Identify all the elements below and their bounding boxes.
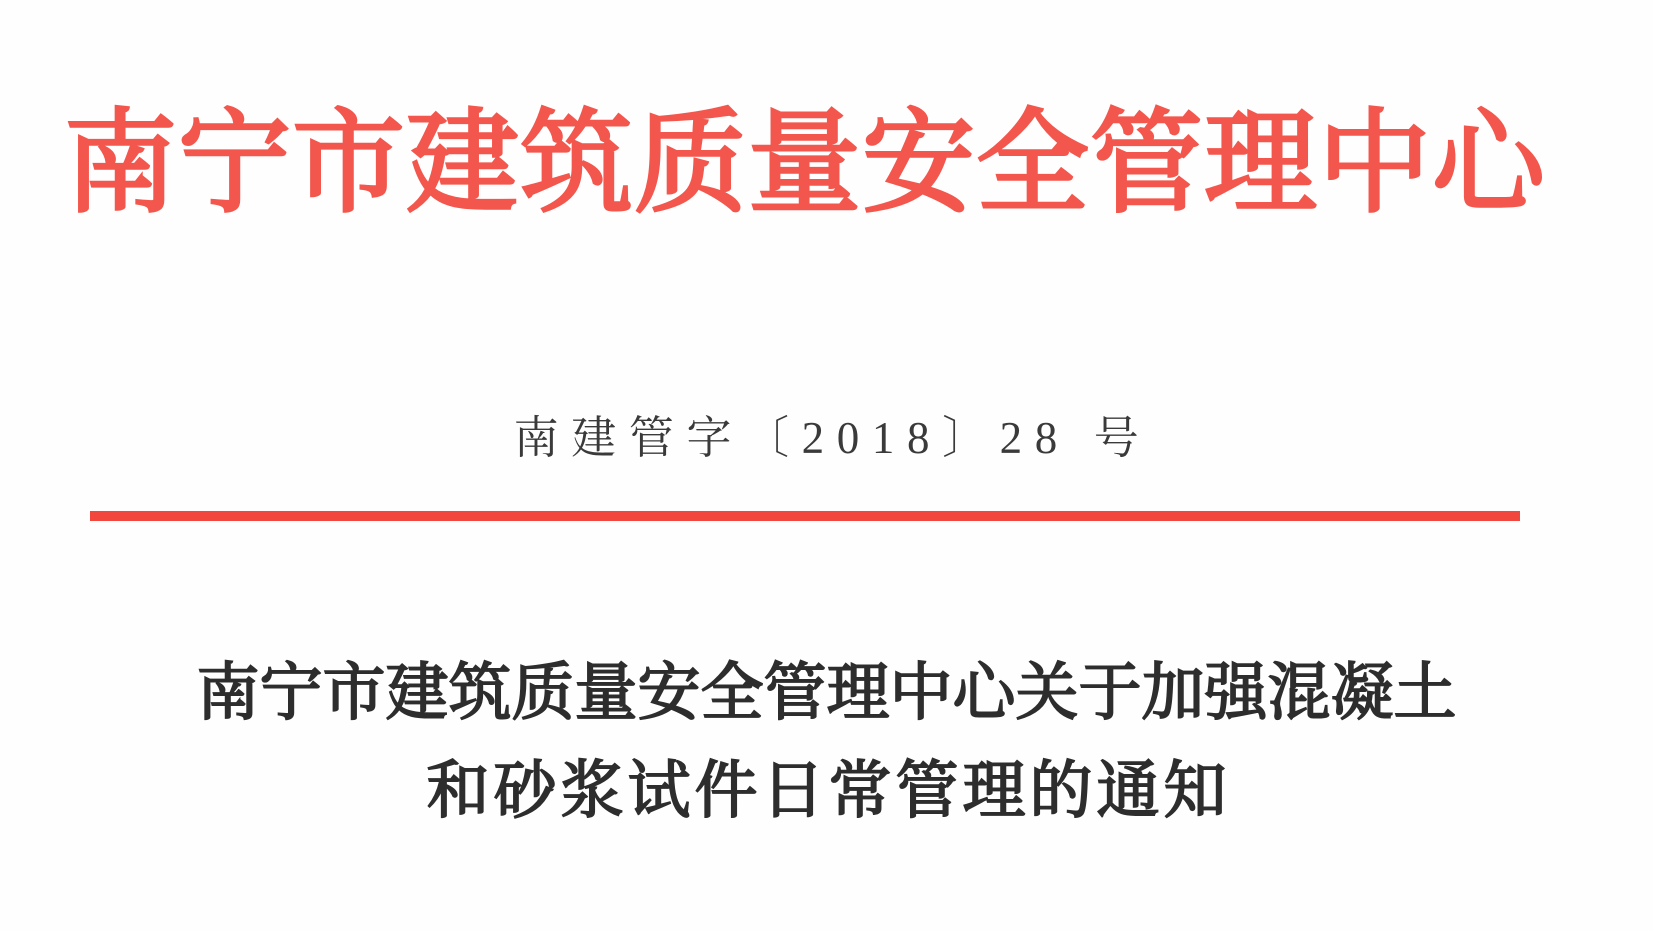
red-divider-line (90, 511, 1520, 521)
document-title-line1: 南宁市建筑质量安全管理中心关于加强混凝土 (196, 658, 1457, 728)
document-number: 南建管字〔2018〕28 号 (513, 413, 1152, 463)
letterhead-org-name: 南宁市建筑质量安全管理中心 (64, 102, 1546, 227)
document-title-line2: 和砂浆试件日常管理的通知 (426, 756, 1231, 826)
